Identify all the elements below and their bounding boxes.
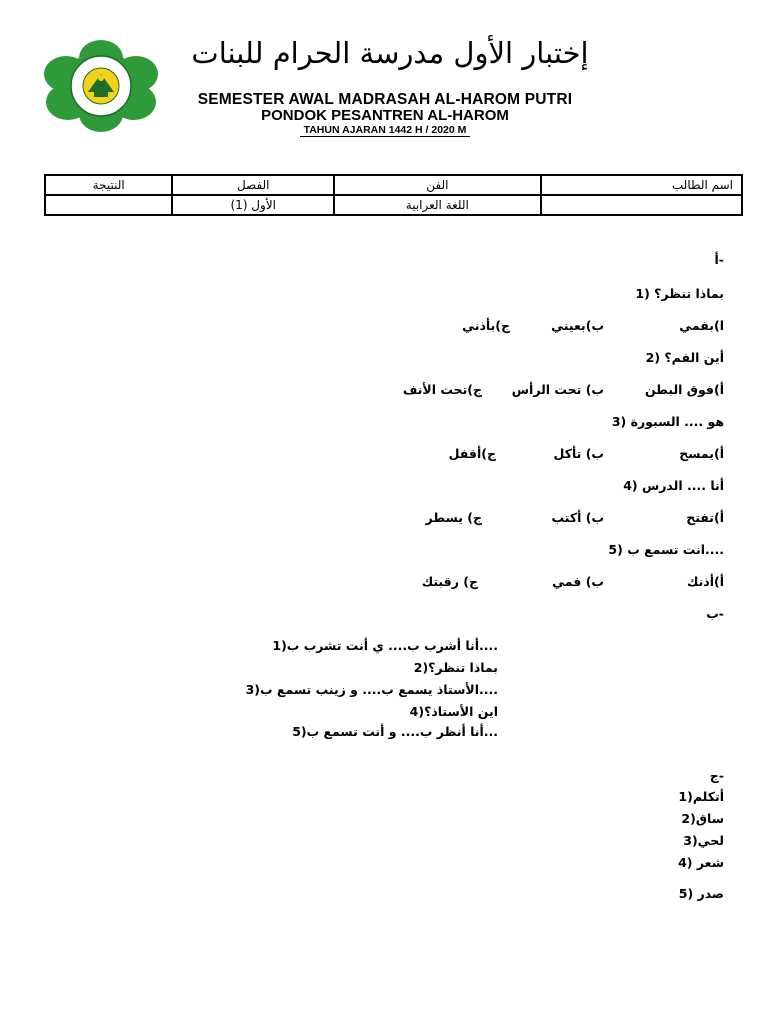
- q2-option-a: أ)فوق البطن: [644, 382, 724, 397]
- section-c-item-4: شعر (4: [678, 855, 724, 870]
- student-name-value[interactable]: [541, 195, 742, 215]
- section-b-item-3: ....الأستاذ يسمع ب.... و زينب تسمع ب(3: [245, 682, 498, 697]
- q1-option-b: ب)بعيني: [551, 318, 604, 333]
- q2-option-b: ب) تحت الرأس: [511, 382, 604, 397]
- q4-option-a: أ)تفتح: [686, 510, 724, 525]
- section-c-item-1: أتكلم(1: [678, 789, 724, 804]
- student-name-header: اسم الطالب: [541, 175, 742, 195]
- q4-option-b: ب) أكتب: [551, 510, 604, 525]
- table-header-row: [45, 175, 742, 195]
- q4-option-c: ج) يسطر: [425, 510, 482, 525]
- question-a2: أين الفم؟ (2: [645, 350, 724, 365]
- section-b-item-5: ...أنا أنظر ب.... و أنت تسمع ب(5: [292, 724, 498, 739]
- table-value-row: [45, 195, 742, 215]
- class-value: الأول (1): [172, 195, 334, 215]
- exam-title-line2: PONDOK PESANTREN AL-HAROM: [261, 107, 509, 124]
- section-b-item-1: ....أنا أشرب ب.... ي أنت تشرب ب(1: [272, 638, 498, 653]
- q5-option-a: أ)أذنك: [686, 574, 724, 589]
- exam-title-line1: SEMESTER AWAL MADRASAH AL-HAROM PUTRI: [197, 91, 573, 108]
- q3-option-c: ج)أقفل: [448, 446, 496, 461]
- section-c-item-2: ساق(2: [681, 811, 724, 826]
- section-b-item-2: بماذا تنظر؟(2: [413, 660, 498, 675]
- q3-option-a: أ)يمسح: [679, 446, 724, 461]
- q1-option-c: ج)بأذني: [462, 318, 510, 333]
- section-c-item-3: لحي(3: [683, 833, 724, 848]
- section-c-label: -ج: [709, 768, 724, 783]
- section-a-label: -أ: [714, 252, 724, 267]
- subject-value: اللغة العرابية: [334, 195, 541, 215]
- subject-header: الفن: [334, 175, 541, 195]
- academic-year: TAHUN AJARAN 1442 H / 2020 M: [200, 124, 570, 136]
- question-a1: بماذا تنظر؟ (1: [635, 286, 724, 301]
- score-header: النتيجة: [45, 175, 172, 195]
- section-c-item-5: صدر (5: [678, 886, 724, 901]
- class-header: الفصل: [172, 175, 334, 195]
- section-b-label: -ب: [706, 606, 724, 621]
- q1-option-a: ا)بفمي: [679, 318, 724, 333]
- section-b-item-4: اين الأستاذ؟(4: [409, 704, 498, 719]
- student-info-table: [44, 174, 743, 216]
- q5-option-b: ب) فمي: [552, 574, 604, 589]
- score-value[interactable]: [45, 195, 172, 215]
- q3-option-b: ب) تأكل: [553, 446, 604, 461]
- question-a4: أنا .... الدرس (4: [623, 478, 724, 493]
- q2-option-c: ج)تحت الأنف: [402, 382, 482, 397]
- question-a5: ....انت تسمع ب (5: [608, 542, 724, 557]
- q5-option-c: ج) رقبتك: [421, 574, 478, 589]
- question-a3: هو .... السبورة (3: [611, 414, 724, 429]
- exam-title-arabic: إختبار الأول مدرسة الحرام للبنات: [191, 36, 589, 70]
